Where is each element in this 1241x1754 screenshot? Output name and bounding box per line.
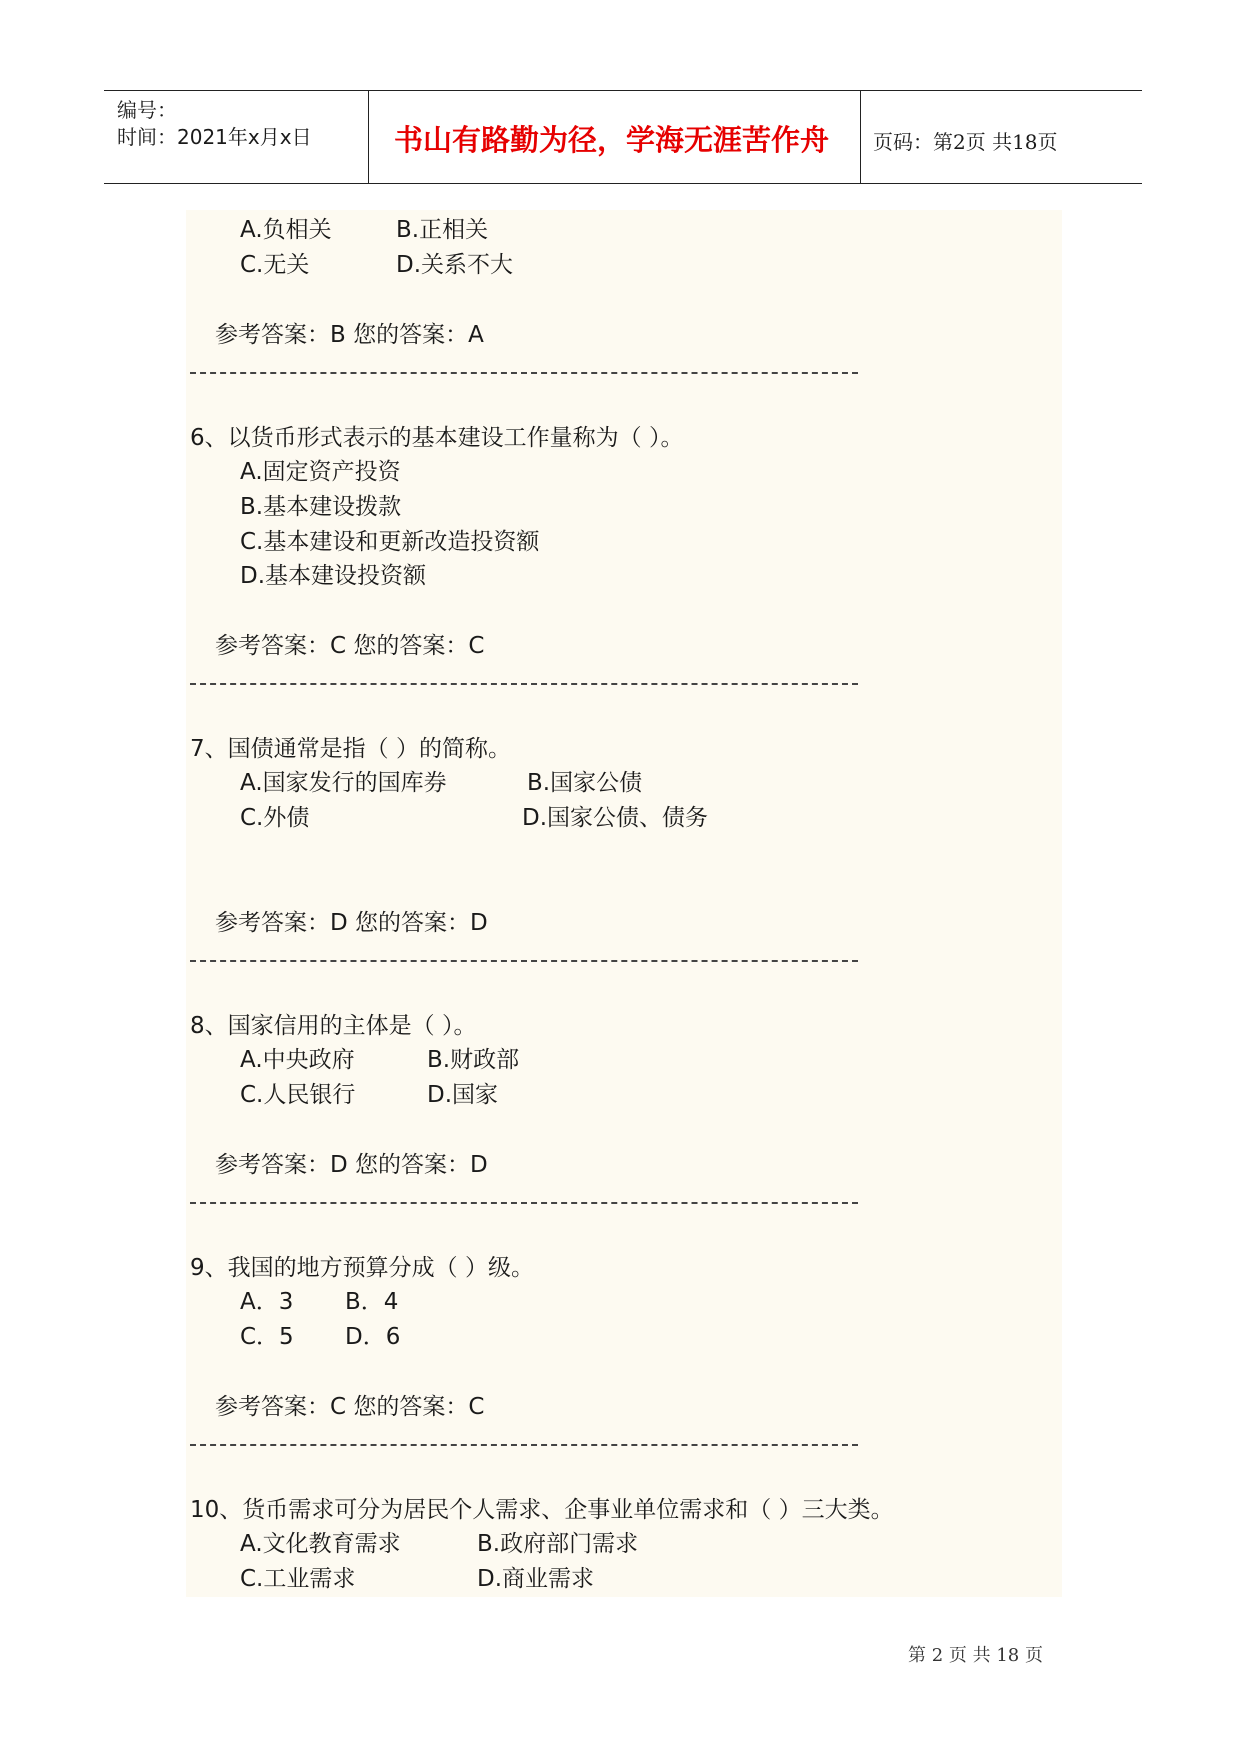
page-footer: 第 2 页 共 18 页 [908, 1645, 1043, 1666]
q10-option-d: D.商业需求 [477, 1566, 595, 1592]
q7-option-a: A.国家发行的国库券 [240, 770, 447, 796]
q7-option-c: C.外债 [240, 805, 310, 831]
separator-rule [190, 372, 858, 374]
q8-option-b: B.财政部 [427, 1047, 520, 1073]
content-panel [186, 210, 1062, 1597]
q10-question: 10、货币需求可分为居民个人需求、企事业单位需求和（ ）三大类。 [190, 1497, 894, 1523]
separator-rule [190, 1444, 858, 1446]
q8-option-d: D.国家 [427, 1082, 499, 1108]
q5-option-a: A.负相关 [240, 217, 332, 243]
q7-answer: 参考答案：D 您的答案：D [215, 910, 488, 936]
separator-rule [190, 960, 858, 962]
header-divider [860, 90, 861, 183]
q10-option-a: A.文化教育需求 [240, 1531, 401, 1557]
q7-option-b: B.国家公债 [527, 770, 643, 796]
q10-option-b: B.政府部门需求 [477, 1531, 639, 1557]
serial-number-label: 编号： [117, 98, 177, 122]
q8-option-a: A.中央政府 [240, 1047, 355, 1073]
q6-option-a: A.固定资产投资 [240, 459, 401, 485]
q5-option-d: D.关系不大 [396, 252, 514, 278]
q6-option-b: B.基本建设拨款 [240, 494, 402, 520]
q7-question: 7、国债通常是指（ ）的简称。 [190, 736, 511, 762]
q7-option-d: D.国家公债、债务 [522, 805, 709, 831]
q8-answer: 参考答案：D 您的答案：D [215, 1152, 488, 1178]
q6-option-c: C.基本建设和更新改造投资额 [240, 529, 540, 555]
q9-option-a: A．3 [240, 1289, 294, 1315]
header-page-info: 页码：第2页 共18页 [873, 130, 1058, 154]
separator-rule [190, 1202, 858, 1204]
header-divider [368, 90, 369, 183]
q5-answer: 参考答案：B 您的答案：A [215, 322, 484, 348]
q10-option-c: C.工业需求 [240, 1566, 356, 1592]
q5-option-c: C.无关 [240, 252, 310, 278]
q9-option-c: C．5 [240, 1324, 294, 1350]
header-bottom-rule [104, 183, 1142, 184]
date-label: 时间：2021年x月x日 [117, 125, 312, 149]
separator-rule [190, 683, 858, 685]
q9-option-b: B．4 [345, 1289, 399, 1315]
q6-answer: 参考答案：C 您的答案：C [215, 633, 485, 659]
q9-option-d: D．6 [345, 1324, 401, 1350]
header-top-rule [104, 90, 1142, 91]
q8-option-c: C.人民银行 [240, 1082, 356, 1108]
q6-question: 6、以货币形式表示的基本建设工作量称为（ ）。 [190, 425, 684, 451]
header-motto: 书山有路勤为径，学海无涯苦作舟 [394, 123, 830, 157]
q8-question: 8、国家信用的主体是（ ）。 [190, 1013, 477, 1039]
q9-question: 9、我国的地方预算分成（ ）级。 [190, 1255, 534, 1281]
q9-answer: 参考答案：C 您的答案：C [215, 1394, 485, 1420]
q5-option-b: B.正相关 [396, 217, 489, 243]
q6-option-d: D.基本建设投资额 [240, 563, 427, 589]
